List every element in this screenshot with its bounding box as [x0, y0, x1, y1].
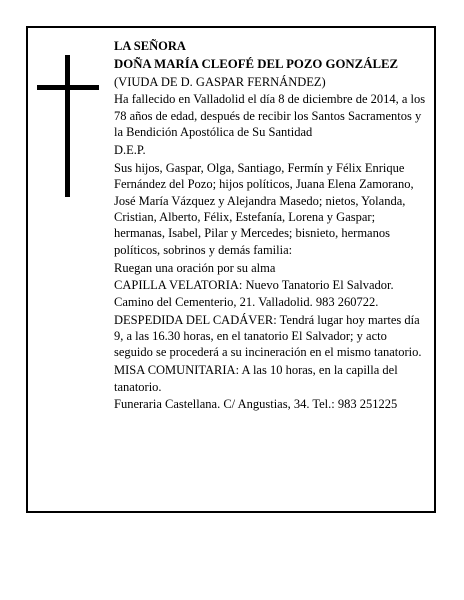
- notice-title: LA SEÑORA: [114, 39, 186, 53]
- prayer-request: Ruegan una oración por su alma: [114, 260, 276, 275]
- mass-info: MISA COMUNITARIA: A las 10 horas, en la capilla del tanatorio.: [114, 363, 398, 394]
- family-list: Sus hijos, Gaspar, Olga, Santiago, Fermín y Félix Enrique Fernández del Pozo; hijos políticos, Juana Elena Zamorano, José María Vázquez y Alejandra Masedo; nietos, Yolanda, Cristian, Alberto, Félix, Estefanía, Lorena y Gaspar; hermanas, Isabel, Pilar y Mercedes; bisnieto, hermanos políticos, sobrinos y demás familia:: [114, 160, 414, 257]
- cross-vertical-bar: [65, 55, 70, 197]
- notice-body: [114, 38, 426, 414]
- wake-chapel-info: CAPILLA VELATORIA: Nuevo Tanatorio El Salvador. Camino del Cementerio, 21. Valladolid. 983 260722.: [114, 278, 394, 309]
- rip-line: D.E.P.: [114, 143, 146, 157]
- farewell-info: DESPEDIDA DEL CADÁVER: Tendrá lugar hoy martes día 9, a las 16.30 horas, en el tanatorio El Salvador; y acto seguido se procederá a su incineración en el mismo tanatorio.: [114, 312, 422, 360]
- death-announcement: Ha fallecido en Valladolid el día 8 de diciembre de 2014, a los 78 años de edad, después de recibir los Santos Sacramentos y la Bendición Apostólica de Su Santidad: [114, 92, 426, 140]
- deceased-name: DOÑA MARÍA CLEOFÉ DEL POZO GONZÁLEZ: [114, 56, 399, 71]
- latin-cross-icon: [37, 55, 99, 197]
- funeral-home-info: Funeraria Castellana. C/ Angustias, 34. Tel.: 983 251225: [114, 397, 398, 412]
- cross-horizontal-bar: [37, 85, 99, 90]
- widow-of-line: (VIUDA DE D. GASPAR FERNÁNDEZ): [114, 74, 326, 89]
